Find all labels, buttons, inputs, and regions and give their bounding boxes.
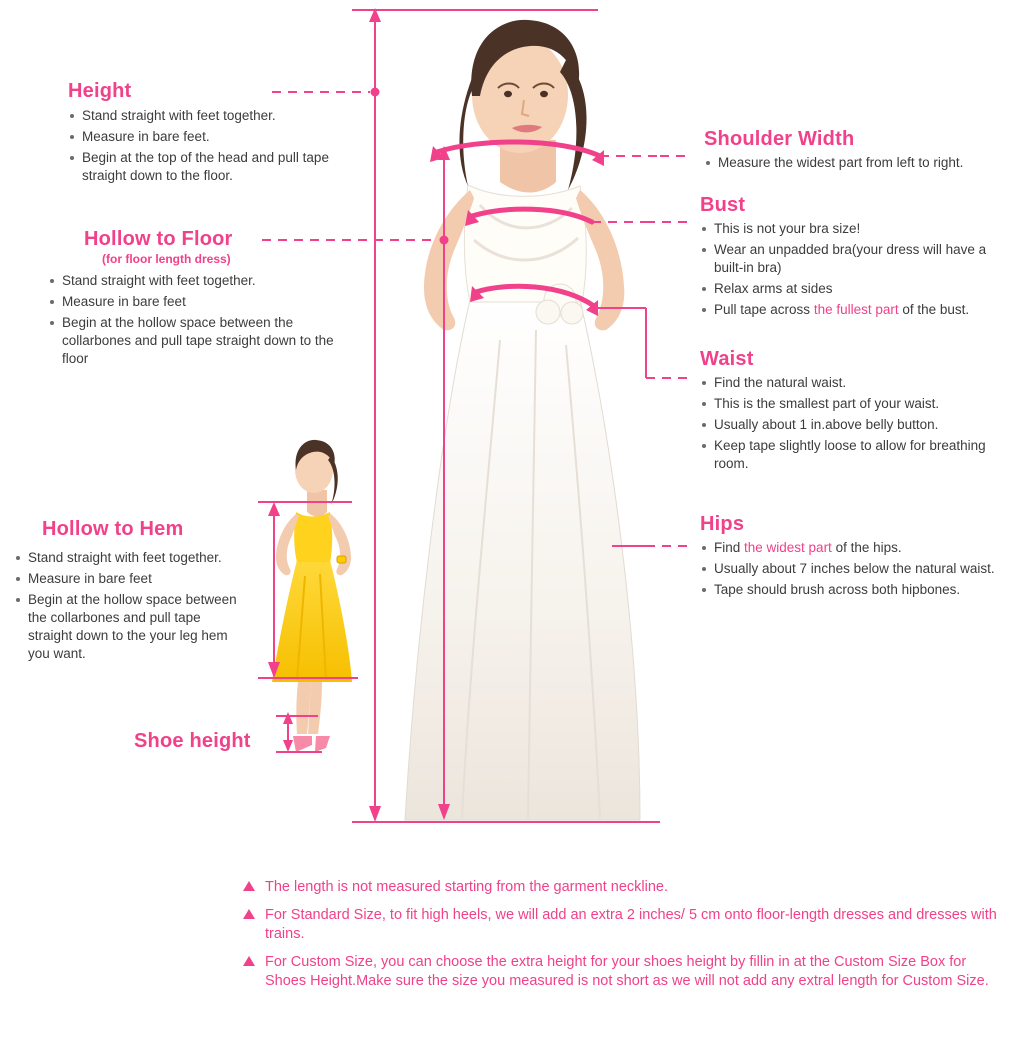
section-hips: [700, 513, 1006, 602]
section-shoulder-width-heading: Shoulder Width: [704, 128, 855, 150]
note-text: The length is not measured starting from the garment neckline.: [265, 879, 668, 895]
list-item-bust-fullest: [700, 301, 1010, 319]
section-bust-heading: Bust: [700, 194, 746, 216]
note-text: For Standard Size, to fit high heels, we will add an extra 2 inches/ 5 cm onto floor-length dresses and dresses with trains.: [265, 907, 997, 942]
section-hollow-to-floor-list: [48, 272, 338, 368]
list-item: Usually about 1 in.above belly button.: [700, 416, 1000, 434]
section-hollow-to-hem: [14, 518, 246, 666]
section-hips-heading: Hips: [700, 513, 745, 535]
section-shoe-height-heading: Shoe height: [134, 730, 251, 752]
warning-triangle-icon: [243, 956, 255, 966]
note-text: For Custom Size, you can choose the extra height for your shoes height by fillin in at the Custom Size Box for Shoes Height.Make sure the size you measured is not short as we will not add any extral length for Custom Size.: [265, 954, 989, 989]
section-waist: [700, 348, 1000, 476]
section-waist-list: [700, 374, 1000, 473]
short-model-figure: [272, 440, 352, 752]
section-height: [68, 80, 336, 188]
warning-triangle-icon: [243, 881, 255, 891]
footer-notes: [243, 878, 1003, 1000]
section-hips-list: [700, 539, 1006, 599]
warning-triangle-icon: [243, 909, 255, 919]
section-hollow-to-floor: [48, 228, 338, 371]
list-item: Stand straight with feet together.: [14, 549, 246, 567]
list-item: Find the natural waist.: [700, 374, 1000, 392]
section-hollow-to-hem-list: [14, 549, 246, 663]
hips-text-pre: Find: [714, 540, 745, 555]
list-item: Measure in bare feet.: [68, 128, 336, 146]
hips-text-post: of the hips.: [831, 540, 902, 555]
section-hollow-to-floor-heading: Hollow to Floor: [84, 228, 233, 250]
list-item: This is not your bra size!: [700, 220, 1010, 238]
list-item: Wear an unpadded bra(your dress will have a built-in bra): [700, 241, 1010, 277]
list-item: Usually about 7 inches below the natural waist.: [700, 560, 1006, 578]
section-bust-list: [700, 220, 1010, 319]
section-waist-heading: Waist: [700, 348, 754, 370]
section-shoulder-width: [704, 128, 1004, 175]
list-item: Measure in bare feet: [14, 570, 246, 588]
list-item: Begin at the hollow space between the collarbones and pull tape straight down to the floor: [48, 314, 338, 368]
bust-text-pre: Pull tape across: [714, 302, 814, 317]
bust-text-highlight: the fullest part: [813, 302, 899, 317]
section-height-list: [68, 107, 336, 185]
list-item: Keep tape slightly loose to allow for breathing room.: [700, 437, 1000, 473]
list-item: Measure the widest part from left to right.: [704, 154, 1004, 172]
list-item: Stand straight with feet together.: [48, 272, 338, 290]
bust-text-post: of the bust.: [898, 302, 970, 317]
section-height-heading: Height: [68, 80, 132, 102]
list-item: Stand straight with feet together.: [68, 107, 336, 125]
list-item: Begin at the top of the head and pull tape straight down to the floor.: [68, 149, 336, 185]
section-shoe-height: [134, 730, 251, 753]
list-item: This is the smallest part of your waist.: [700, 395, 1000, 413]
section-bust: [700, 194, 1010, 322]
list-item: Measure in bare feet: [48, 293, 338, 311]
list-item: Tape should brush across both hipbones.: [700, 581, 1006, 599]
section-hollow-to-hem-heading: Hollow to Hem: [42, 518, 184, 540]
hips-text-highlight: the widest part: [744, 540, 832, 555]
note-item: [243, 906, 1003, 944]
section-shoulder-width-list: [704, 154, 1004, 172]
list-item: Relax arms at sides: [700, 280, 1010, 298]
list-item: Begin at the hollow space between the collarbones and pull tape straight down to the your leg hem you want.: [14, 591, 246, 663]
list-item-hips-widest: [700, 539, 1006, 557]
tall-model-figure: [405, 20, 640, 820]
note-item: [243, 953, 1003, 991]
section-hollow-to-floor-subheading: (for floor length dress): [102, 252, 231, 266]
note-item: [243, 878, 1003, 897]
